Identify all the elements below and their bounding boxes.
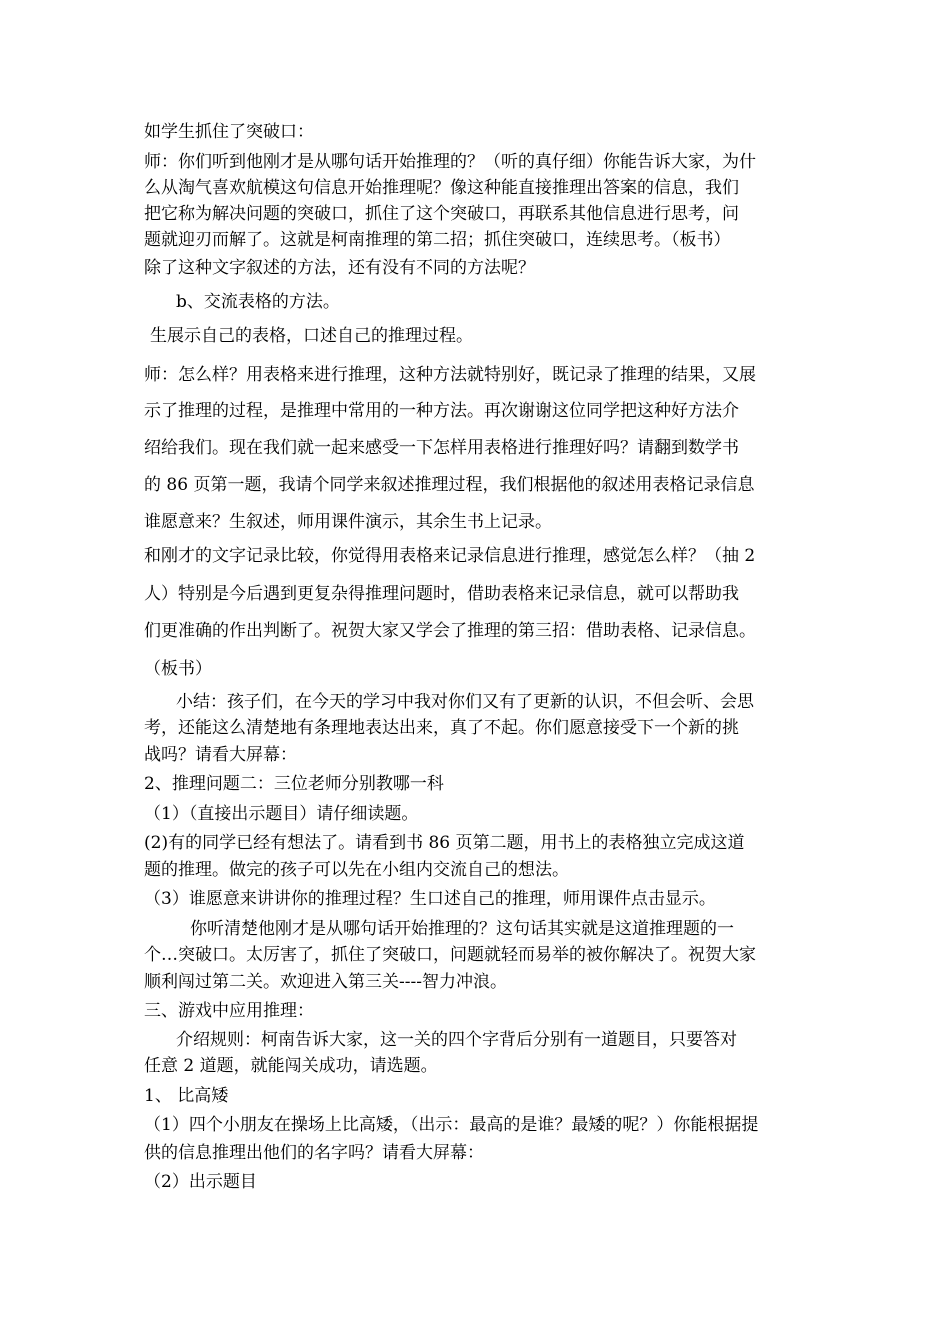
- text-line: 供的信息推理出他们的名字吗？请看大屏幕：: [144, 1143, 484, 1163]
- text-line: 顺利闯过第二关。欢迎进入第三关----智力冲浪。: [144, 972, 507, 992]
- text-line: 绍给我们。现在我们就一起来感受一下怎样用表格进行推理好吗？请翻到数学书: [144, 438, 739, 458]
- text-line: 题就迎刃而解了。这就是柯南推理的第二招；抓住突破口，连续思考。（板书）: [144, 230, 731, 250]
- text-line: （1）（直接出示题目）请仔细读题。: [144, 804, 419, 824]
- text-line: 么从淘气喜欢航模这句信息开始推理呢？像这种能直接推理出答案的信息，我们: [144, 178, 739, 198]
- text-line: 任意 2 道题，就能闯关成功，请选题。: [144, 1056, 438, 1076]
- text-line: 示了推理的过程，是推理中常用的一种方法。再次谢谢这位同学把这种好方法介: [144, 401, 739, 421]
- text-line: 除了这种文字叙述的方法，还有没有不同的方法呢？: [144, 258, 535, 278]
- text-line: 2、推理问题二：三位老师分别教哪一科: [144, 774, 444, 794]
- text-line: 个…突破口。太厉害了，抓住了突破口，问题就轻而易举的被你解决了。祝贺大家: [144, 945, 756, 965]
- text-line: 人）特别是今后遇到更复杂得推理问题时，借助表格来记录信息，就可以帮助我: [144, 584, 739, 604]
- text-line: 考，还能这么清楚地有条理地表达出来，真了不起。你们愿意接受下一个新的挑: [144, 718, 739, 738]
- text-line: 谁愿意来？生叙述，师用课件演示，其余生书上记录。: [144, 512, 552, 532]
- text-line: 介绍规则：柯南告诉大家，这一关的四个字背后分别有一道题目，只要答对: [176, 1030, 737, 1050]
- text-line: 题的推理。做完的孩子可以先在小组内交流自己的想法。: [144, 860, 569, 880]
- text-line: 的 86 页第一题，我请个同学来叙述推理过程，我们根据他的叙述用表格记录信息: [144, 475, 755, 495]
- text-line: 把它称为解决问题的突破口，抓住了这个突破口，再联系其他信息进行思考，问: [144, 204, 739, 224]
- text-line: （3）谁愿意来讲讲你的推理过程？生口述自己的推理，师用课件点击显示。: [144, 889, 716, 909]
- text-line: （板书）: [144, 659, 212, 679]
- text-line: 1、 比高矮: [144, 1086, 229, 1106]
- text-line: 三、游戏中应用推理：: [144, 1001, 314, 1021]
- text-line: 们更准确的作出判断了。祝贺大家又学会了推理的第三招：借助表格、记录信息。: [144, 621, 756, 641]
- text-line: 师：怎么样？用表格来进行推理，这种方法就特别好，既记录了推理的结果，又展: [144, 365, 756, 385]
- text-line: 你听清楚他刚才是从哪句话开始推理的？这句话其实就是这道推理题的一: [190, 919, 734, 939]
- text-line: 师：你们听到他刚才是从哪句话开始推理的？（听的真仔细）你能告诉大家，为什: [144, 152, 756, 172]
- text-line: 小结：孩子们，在今天的学习中我对你们又有了更新的认识，不但会听、会思: [176, 692, 754, 712]
- text-line: 如学生抓住了突破口：: [144, 122, 314, 142]
- text-line: 战吗？请看大屏幕：: [144, 745, 297, 765]
- text-line: （1）四个小朋友在操场上比高矮，（出示：最高的是谁？最矮的呢？）你能根据提: [144, 1115, 759, 1135]
- text-line: 和刚才的文字记录比较，你觉得用表格来记录信息进行推理，感觉怎么样？（抽 2: [144, 546, 756, 566]
- text-line: （2）出示题目: [144, 1172, 257, 1192]
- text-line: 生展示自己的表格，口述自己的推理过程。: [150, 326, 473, 346]
- text-line: (2)有的同学已经有想法了。请看到书 86 页第二题，用书上的表格独立完成这道: [144, 833, 745, 853]
- text-line: b、交流表格的方法。: [176, 292, 340, 312]
